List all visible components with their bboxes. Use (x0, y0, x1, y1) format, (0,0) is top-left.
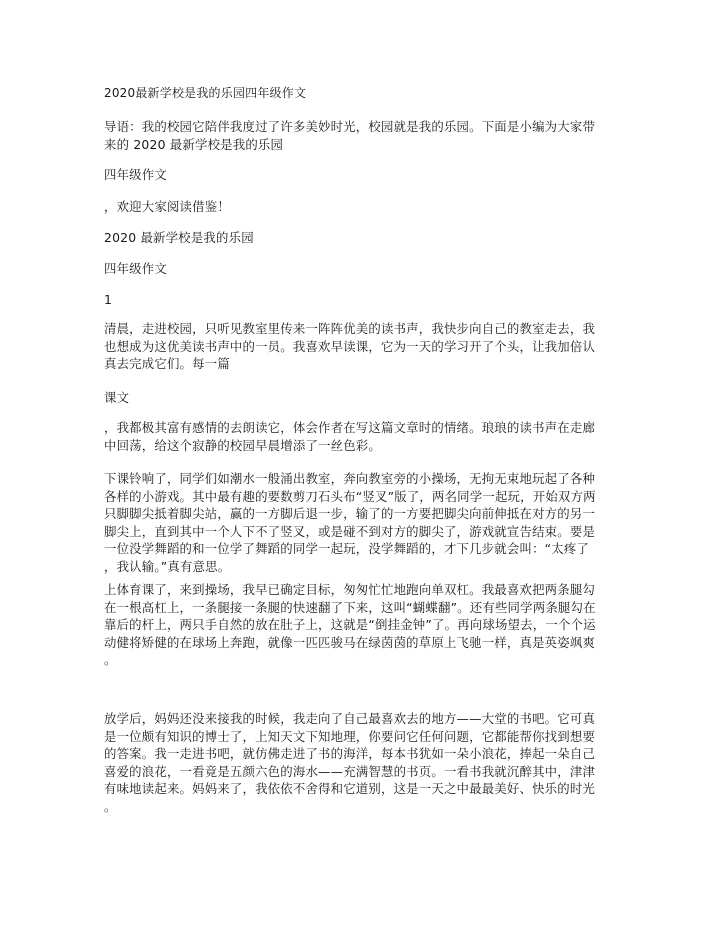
text-line: 清晨，走进校园，只听见教室里传来一阵阵优美的读书声，我快步向自己的教室走去，我 (104, 321, 596, 336)
text-line: 在一根高杠上，一条腿接一条腿的快速翻了下来，这叫“蝴蝶翻”。还有些同学两条腿勾在 (104, 599, 596, 615)
text-line: 一位没学舞蹈的和一位学了舞蹈的同学一起玩，没学舞蹈的，才下几步就会叫：“太疼了 (104, 541, 590, 556)
document-title: 2020最新学校是我的乐园四年级作文 (104, 86, 307, 100)
text-line: 1 (104, 292, 113, 307)
text-line: 的答案。我一走进书吧，就仿佛走进了书的海洋，每本书犹如一朵小浪花，捧起一朵自己 (104, 746, 596, 761)
text-line: 有味地读起来。妈妈来了，我依依不舍得和它道别，这是一天之中最最美好、快乐的时光 (104, 781, 596, 796)
text-line: 四年级作文 (104, 167, 167, 182)
paragraph-number (104, 291, 620, 309)
text-line: ，我认输。”真有意思。 (104, 558, 231, 574)
paragraph-reading (104, 419, 620, 454)
text-line: 动健将矫健的在球场上奔跑，就像一匹匹骏马在绿茵茵的草原上飞驰一样，真是英姿飒爽 (104, 634, 596, 650)
text-line: 四年级作文 (104, 261, 167, 276)
text-line: 导语：我的校园它陪伴我度过了许多美妙时光，校园就是我的乐园。下面是小编为大家带 (104, 119, 596, 134)
paragraph-lesson (104, 389, 620, 407)
text-line: 靠后的杆上，两只手自然的放在肚子上，这就是“倒挂金钟”了。再向球场望去，一个个运 (104, 617, 596, 632)
text-line: 2020 最新学校是我的乐园 (104, 230, 254, 245)
text-line: 放学后，妈妈还没来接我的时候，我走向了自己最喜欢去的地方——大堂的书吧。它可真 (104, 711, 596, 726)
text-line: 上体育课了，来到操场，我早已确定目标，匆匆忙忙地跑向单双杠。我最喜欢把两条腿勾 (104, 582, 596, 597)
text-line: 下课铃响了，同学们如潮水一般涌出教室，奔向教室旁的小操场，无拘无束地玩起了各种 (104, 471, 596, 486)
text-line: ，欢迎大家阅读借鉴！ (104, 199, 230, 214)
paragraph-pe-class (104, 581, 620, 669)
text-line: 脚尖上，直到其中一个人下不了竖叉，或是碰不到对方的脚尖了，游戏就宣告结束。要是 (104, 523, 596, 539)
paragraph-grade (104, 166, 620, 184)
paragraph-after-school (104, 710, 620, 815)
paragraph-welcome (104, 198, 620, 216)
paragraph-morning (104, 320, 620, 373)
text-line: ，我都极其富有感情的去朗读它，体会作者在写这篇文章时的情绪。琅琅的读书声在走廊 (104, 420, 596, 435)
text-line: 喜爱的浪花，一看竟是五颜六色的海水——充满智慧的书页。一看书我就沉醉其中，津津 (104, 763, 596, 779)
text-line: 中回荡，给这个寂静的校园早晨增添了一丝色彩。 (104, 437, 381, 453)
text-line: 来的 2020 最新学校是我的乐园 (104, 136, 284, 152)
text-line: 真去完成它们。每一篇 (104, 356, 230, 371)
text-line: 。 (104, 798, 117, 814)
text-line: 课文 (104, 390, 130, 405)
text-line: 。 (104, 652, 117, 667)
text-line: 只脚脚尖抵着脚尖站，赢的一方脚后退一步，输了的一方要把脚尖向前伸抵在对方的另一 (104, 506, 596, 521)
paragraph-intro (104, 118, 620, 153)
text-line: 也想成为这优美读书声中的一员。我喜欢早读课，它为一天的学习开了个头，让我加倍认 (104, 338, 596, 354)
paragraph-subtitle (104, 229, 620, 247)
text-line: 各样的小游戏。其中最有趣的要数剪刀石头布“竖叉”版了，两名同学一起玩，开始双方两 (104, 488, 596, 504)
paragraph-grade-2 (104, 260, 620, 278)
text-line: 是一位颇有知识的博士了，上知天文下知地理，你要问它任何问题，它都能帮你找到想要 (104, 728, 596, 744)
paragraph-recess (104, 470, 620, 575)
